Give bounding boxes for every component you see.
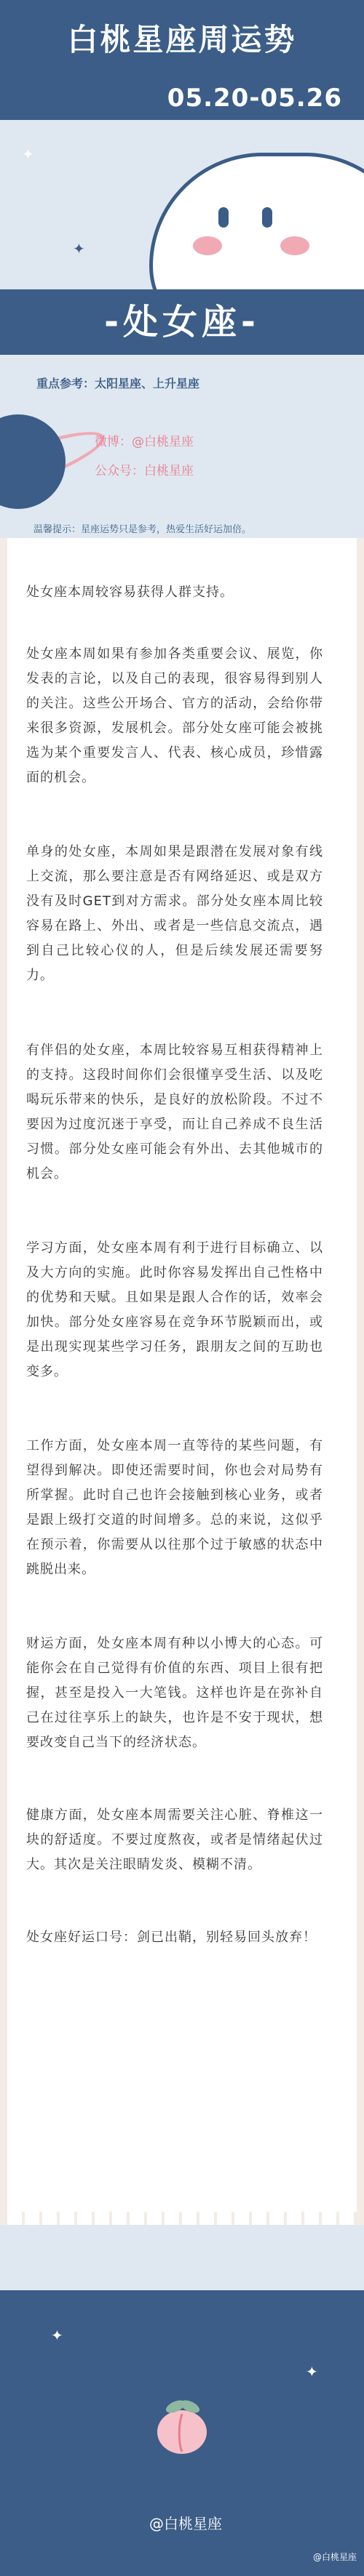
date-range: 05.20-05.26 [167, 84, 342, 113]
mascot-right-eye [262, 207, 272, 228]
mascot-right-cheek [280, 236, 309, 255]
paragraph-health: 健康方面，处女座本周需要关注心脏、脊椎这一块的舒适度。不要过度熬夜，或者是情绪起伏过大。其次是关注眼睛发炎、模糊不清。 [26, 1807, 323, 1872]
reference-note: 重点参考：太阳星座、上升星座 [36, 377, 200, 390]
peach-icon [149, 2392, 215, 2457]
paragraph-public: 处女座本周如果有参加各类重要会议、展览，你发表的言论，以及自己的表现，很容易得到别人的关注。这些公开场合、官方的活动，会给你带来很多资源，发展机会。部分处女座可能会被挑选为某个重要发言人、代表、核心成员，珍惜露面的机会。 [26, 646, 323, 785]
paragraph-work: 工作方面，处女座本周一直等待的某些问题，有望得到解决。即使还需要时间，你也会对局势有所掌握。此时自己也许会接触到核心业务，或者是跟上级打交道的时间增多。总的来说，这似乎在预示着，你需要从以往那个过于敏感的状态中跳脱出来。 [26, 1438, 323, 1577]
paragraph-single: 单身的处女座，本周如果是跟潜在发展对象有线上交流，那么要注意是否有网络延迟、或是双方没有及时GET到对方需求。部分处女座本周比较容易在路上、外出、或者是一些信息交流点，遇到自己比较心仪的人，但是后续发展还需要努力。 [26, 844, 323, 983]
weibo-handle: 微博：@白桃星座 [95, 435, 194, 449]
paragraph-intro: 处女座本周较容易获得人群支持。 [26, 585, 234, 600]
paragraph-study: 学习方面，处女座本周有利于进行目标确立、以及大方向的实施。此时你容易发挥出自己性格中的优势和天赋。且如果是跟人合作的话，效率会加快。部分处女座容易在竞争环节脱颖而出，或是出现实现某些学习任务，跟朋友之间的互助也变多。 [26, 1240, 323, 1379]
mascot-left-eye [218, 207, 229, 228]
mascot-left-cheek [193, 236, 222, 255]
star-icon: ✦ [22, 145, 34, 163]
corner-watermark: @白桃星座 [312, 2552, 357, 2562]
paragraph-couple: 有伴侣的处女座，本周比较容易互相获得精神上的支持。这段时间你们会很懂享受生活、以及吃喝玩乐带来的快乐，是良好的放松阶段。不过不要因为过度沉迷于享受，而让自己养成不良生活习惯。部分处女座可能会有外出、去其他城市的机会。 [26, 1043, 323, 1181]
star-icon: ✦ [306, 2363, 318, 2380]
star-icon: ✦ [73, 240, 85, 257]
paragraph-slogan: 处女座好运口号：剑已出鞘，别轻易回头放弃！ [26, 1930, 317, 1945]
page-title: 白桃星座周运势 [67, 22, 297, 57]
star-icon: ✦ [51, 2327, 63, 2344]
footer-logo-text: @白桃星座 [149, 2515, 222, 2532]
paragraph-wealth: 财运方面，处女座本周有种以小博大的心态。可能你会在自己觉得有价值的东西、项目上很有把握，甚至是投入一大笔钱。这样也许是在弥补自己在过往享乐上的缺失，也许是不安于现状，想要改变自己当下的经济状态。 [26, 1636, 323, 1750]
sign-name: -处女座- [104, 302, 260, 342]
wechat-account: 公众号：白桃星座 [95, 464, 194, 478]
tip-text: 温馨提示：星座运势只是参考，热爱生活好运加倍。 [33, 524, 252, 535]
